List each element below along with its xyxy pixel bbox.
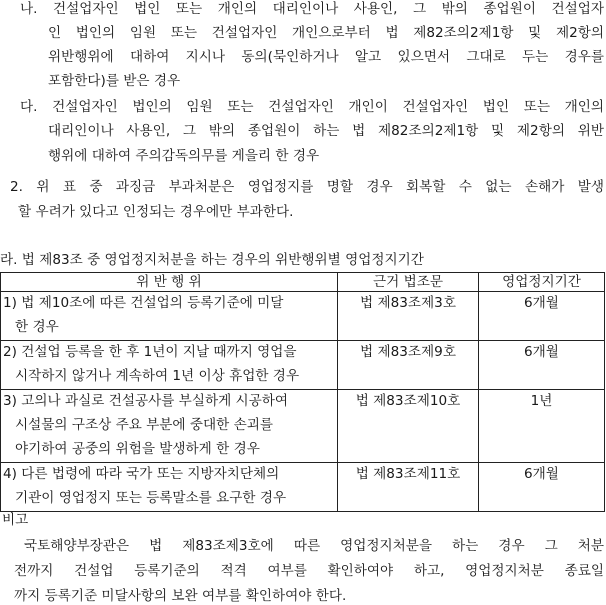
row-3-violation-line-1: 3) 고의나 과실로 건설공사를 부실하게 시공하여: [3, 393, 289, 409]
item-na-line-1: 나. 건설업자인 법인 또는 개인의 대리인이나 사용인, 그 밖의 종업원이 건설업자: [20, 1, 604, 17]
row-2-violation: [1, 341, 338, 390]
table-row: [1, 390, 605, 463]
row-2-period: 6개월: [479, 341, 605, 390]
table-header-row: [1, 273, 605, 292]
note-line-2: 전까지 건설업 등록기준의 적격 여부를 확인하여야 하고, 영업정지처분 종료일: [14, 563, 604, 579]
row-4-period: 6개월: [479, 463, 605, 512]
note-2-line-2: 할 우려가 있다고 인정되는 경우에만 부과한다.: [18, 204, 294, 220]
row-3-law: 법 제83조제10호: [338, 390, 479, 463]
row-4-violation: [1, 463, 338, 512]
row-3-violation-line-3: 야기하여 공중의 위험을 발생하게 한 경우: [15, 441, 260, 457]
row-2-law: 법 제83조제9호: [338, 341, 479, 390]
table-row: [1, 463, 605, 512]
item-na-line-3: 위반행위에 대하여 지시나 동의(묵인하거나 알고 있으면서 그대로 두는 경우를: [48, 49, 604, 65]
table-row: [1, 341, 605, 390]
header-period: 영업정지기간: [479, 273, 605, 292]
row-1-period: 6개월: [479, 292, 605, 341]
row-3-violation-line-2: 시설물의 구조상 주요 부분에 중대한 손괴를: [15, 417, 273, 433]
row-4-violation-line-1: 4) 다른 법령에 따라 국가 또는 지방자치단체의: [3, 466, 280, 482]
item-na-line-4: 포함한다)를 받은 경우: [48, 73, 181, 89]
violation-period-table: [0, 272, 605, 512]
item-da-line-3: 행위에 대하여 주의감독의무를 게을리 한 경우: [48, 148, 320, 164]
row-4-violation-line-2: 기관이 영업정지 또는 등록말소를 요구한 경우: [15, 490, 287, 506]
table-row: [1, 292, 605, 341]
row-1-violation-line-2: 한 경우: [15, 319, 59, 335]
header-violation: 위 반 행 위: [1, 273, 338, 292]
header-law: 근거 법조문: [338, 273, 479, 292]
note-line-3: 까지 등록기준 미달사항의 보완 여부를 확인하여야 한다.: [14, 588, 347, 604]
row-3-period: 1년: [479, 390, 605, 463]
row-2-violation-line-2: 시작하지 않거나 계속하여 1년 이상 휴업한 경우: [15, 368, 300, 384]
section-heading: 라. 법 제83조 중 영업정지처분을 하는 경우의 위반행위별 영업정지기간: [0, 252, 424, 268]
note-2-line-1: 2. 위 표 중 과징금 부과처분은 영업정지를 명할 경우 회복할 수 없는 손해가 발생: [10, 179, 604, 195]
note-label: 비고: [2, 512, 29, 528]
row-3-violation: [1, 390, 338, 463]
row-1-violation: [1, 292, 338, 341]
row-1-violation-line-1: 1) 법 제10조에 따른 건설업의 등록기준에 미달: [3, 295, 284, 311]
note-line-1: 국토해양부장관은 법 제83조제3호에 따른 영업정지처분을 하는 경우 그 처분: [24, 538, 604, 554]
row-2-violation-line-1: 2) 건설업 등록을 한 후 1년이 지날 때까지 영업을: [3, 344, 297, 360]
item-da-line-2: 대리인이나 사용인, 그 밖의 종업원이 하는 법 제82조의2제1항 및 제2항의 위반: [48, 123, 604, 139]
row-1-law: 법 제83조제3호: [338, 292, 479, 341]
item-da-line-1: 다. 건설업자인 법인의 임원 또는 건설업자인 개인이 건설업자인 법인 또는 개인의: [20, 99, 604, 115]
row-4-law: 법 제83조제11호: [338, 463, 479, 512]
item-na-line-2: 인 법인의 임원 또는 건설업자인 개인으로부터 법 제82조의2제1항 및 제2항의: [48, 25, 604, 41]
